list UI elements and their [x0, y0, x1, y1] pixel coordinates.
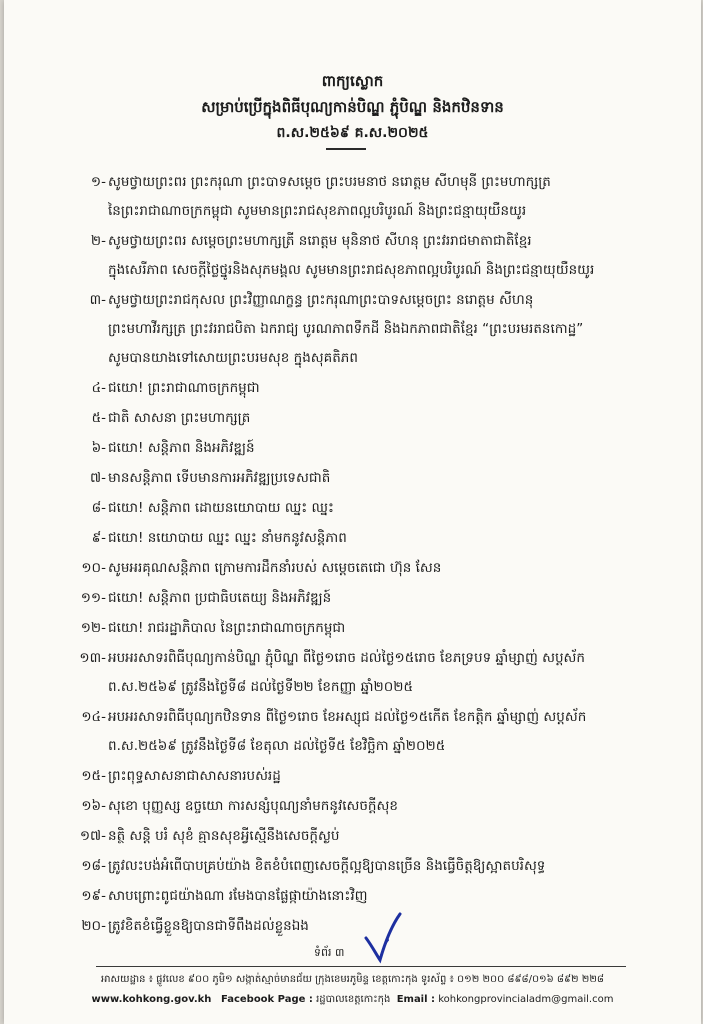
slogan-line: ព.ស.២៥៦៩ ត្រូវនឹងថ្ងៃទី៨ ខែតុលា ដល់ថ្ងៃទី៥ ខែវិច្ឆិកា ឆ្នាំ២០២៥	[108, 738, 446, 754]
slogan-line: ជយោ! រាជរដ្ឋាភិបាល នៃព្រះរាជាណាចក្រកម្ពុជា	[108, 620, 346, 636]
slogan-number: ២-	[90, 233, 106, 249]
slogan-text	[108, 494, 688, 523]
slogan-text	[108, 374, 688, 403]
slogan-line: ត្រូវលះបង់អំពើបាបគ្រប់យ៉ាង ខិតខំបំពេញសេចក្ដីល្អឱ្យបានច្រើន និងធ្វើចិត្តឱ្យស្អាតបរិសុទ្ធ	[108, 858, 546, 874]
slogan-line: សូមថ្វាយព្រះពរ ព្រះករុណា ព្រះបាទសម្ដេច ព្រះបរមនាថ នរោត្ដម សីហមុនី ព្រះមហាក្សត្រ	[108, 174, 551, 190]
slogan-line: ព្រះមហាវីរក្សត្រ ព្រះវររាជបិតា ឯករាជ្យ បូរណភាពទឹកដី និងឯកភាពជាតិខ្មែរ “ព្រះបរមរតនកោដ្ឋ”	[108, 321, 584, 337]
slogan-number: ១១-	[80, 590, 106, 606]
slogan-text	[108, 524, 688, 553]
slogan-line: ជយោ! សន្ដិភាព ប្រជាធិបតេយ្យ និងអភិវឌ្ឍន៍	[108, 590, 332, 606]
slogan-text	[108, 286, 688, 373]
slogan-text	[108, 227, 688, 285]
slogan-line: អបអរសាទរពិធីបុណ្យកាន់បិណ្ឌ ភ្ជុំបិណ្ឌ ពីថ្ងៃ១រោច ដល់ថ្ងៃ១៥រោច ខែភទ្របទ ឆ្នាំម្សាញ់ សប្ដស័ក	[108, 650, 585, 666]
signature-mark	[364, 912, 404, 968]
slogan-number: ១-	[90, 174, 106, 190]
slogan-number: ១៤-	[81, 709, 106, 725]
slogan-line: សូមថ្វាយព្រះរាជកុសល ព្រះវិញ្ញាណក្ខន្ធ ព្រះករុណាព្រះបាទសម្ដេចព្រះ នរោត្ដម សីហនុ	[108, 292, 534, 308]
slogan-number: ១៥-	[81, 768, 106, 784]
slogan-line: សូមបានយាងទៅសោយព្រះបរមសុខ ក្នុងសុគតិភព	[108, 350, 358, 366]
slogan-text	[108, 852, 688, 881]
slogan-text	[108, 703, 688, 761]
slogan-line: ជាតិ សាសនា ព្រះមហាក្សត្រ	[108, 410, 251, 426]
slogan-text	[108, 792, 688, 821]
footer-website[interactable]: www.kohkong.gov.kh	[91, 994, 212, 1005]
document-subtitle: សម្រាប់ប្រើក្នុងពិធីបុណ្យកាន់បិណ្ឌ ភ្ជុំបិណ្ឌ និងកឋិនទាន	[201, 98, 504, 116]
slogan-line: នត្ថិ សន្ដិ បរំ សុខំ គ្មានសុខអ្វីស្មើនឹងសេចក្ដីស្ងប់	[108, 828, 340, 844]
slogan-number: ៩-	[91, 530, 106, 546]
slogan-line: សូមអរគុណសន្ដិភាព ក្រោមការដឹកនាំរបស់ សម្ដេចតេជោ ហ៊ុន សែន	[108, 560, 442, 576]
document-header	[4, 68, 701, 146]
slogan-line: សាបព្រោះពូជយ៉ាងណា រមែងបានផ្លែផ្កាយ៉ាងនោះវិញ	[108, 888, 368, 904]
slogan-number: ១២-	[80, 620, 106, 636]
slogan-number: ១៩-	[81, 888, 106, 904]
page-number: ទំព័រ ៣	[314, 946, 345, 959]
slogan-number: ១៣-	[79, 650, 106, 666]
slogan-line: នៃព្រះរាជាណាចក្រកម្ពុជា សូមមានព្រះរាជសុខភាពល្អបរិបូរណ៍ និងព្រះជន្មាយុយឺនយូរ	[108, 203, 527, 219]
header-divider	[326, 148, 366, 150]
slogan-text	[108, 168, 688, 226]
slogan-line: ព.ស.២៥៦៩ ត្រូវនឹងថ្ងៃទី៨ ដល់ថ្ងៃទី២២ ខែកញ្ញា ឆ្នាំ២០២៥	[108, 679, 414, 695]
slogan-line: ក្នុងសេរីភាព សេចក្ដីថ្លៃថ្នូរនិងសុភមង្គល សូមមានព្រះរាជសុខភាពល្អបរិបូរណ៍ និងព្រះជន្មាយុយឺនយូរ	[108, 262, 595, 278]
slogan-line: ជយោ! សន្ដិភាព និងអភិវឌ្ឍន៍	[108, 440, 255, 456]
slogan-line: ជយោ! នយោបាយ ឈ្នះ ឈ្នះ នាំមកនូវសន្ដិភាព	[108, 530, 347, 546]
slogan-number: ១៧-	[79, 828, 106, 844]
slogan-number: ២០-	[81, 918, 106, 934]
slogan-text	[108, 614, 688, 643]
slogan-line: ជយោ! សន្ដិភាព ដោយនយោបាយ ឈ្នះ ឈ្នះ	[108, 500, 334, 516]
slogan-line: មានសន្ដិភាព ទើបមានការអភិវឌ្ឍប្រទេសជាតិ	[108, 470, 331, 486]
slogan-number: ៣-	[89, 292, 106, 308]
slogan-text	[108, 464, 688, 493]
slogan-text	[108, 762, 688, 791]
document-page	[4, 0, 701, 1024]
slogan-line: អបអរសាទរពិធីបុណ្យកឋិនទាន ពីថ្ងៃ១រោច ខែអស្សុជ ដល់ថ្ងៃ១៥កើត ខែកត្ដិក ឆ្នាំម្សាញ់ សប្ដស័ក	[108, 709, 587, 725]
footer-facebook-label: Facebook Page :	[220, 994, 313, 1005]
slogan-number: ៨-	[91, 500, 106, 516]
slogan-text	[108, 554, 688, 583]
footer-contacts	[4, 992, 701, 1007]
footer-email-label: Email :	[396, 994, 436, 1005]
slogan-text	[108, 584, 688, 613]
slogan-number: ៥-	[91, 410, 106, 426]
slogan-line: ជយោ! ព្រះរាជាណាចក្រកម្ពុជា	[108, 380, 260, 396]
slogan-number: ៦-	[91, 440, 106, 456]
footer-address: អាសយដ្ឋាន ៖ ផ្លូវលេខ ៩០០ ភូមិ១ សង្កាត់ស្មាច់មានជ័យ ក្រុងខេមរភូមិន្ទ ខេត្តកោះកុង ទូរស័ព្ទ ៖ ០១២ ២០០ ៨៩៨/០១៦ ៨៩២ ២២៨	[101, 974, 604, 985]
slogan-line: ព្រះពុទ្ធសាសនាជាសាសនារបស់រដ្ឋ	[108, 768, 281, 784]
slogan-number: ៤-	[91, 380, 106, 396]
slogan-line: ត្រូវខិតខំធ្វើខ្លួនឱ្យបានជាទីពឹងដល់ខ្លួនឯង	[108, 918, 309, 934]
document-title: ពាក្យស្លោក	[321, 72, 384, 90]
slogan-text	[108, 882, 688, 911]
footer-facebook[interactable]: រដ្ឋបាលខេត្តកោះកុង	[316, 994, 391, 1005]
slogan-text	[108, 822, 688, 851]
slogan-line: សុខោ បុញ្ញស្ស ឧច្ចយោ ការសន្សំបុណ្យនាំមកនូវសេចក្ដីសុខ	[108, 798, 398, 814]
slogan-number: ៧-	[90, 470, 106, 486]
footer-divider	[96, 966, 626, 967]
slogan-number: ១៦-	[81, 798, 106, 814]
slogan-number: ១៨-	[81, 858, 106, 874]
slogan-number: ១០-	[81, 560, 106, 576]
slogan-text	[108, 644, 688, 702]
slogan-text	[108, 404, 688, 433]
slogan-line: សូមថ្វាយព្រះពរ សម្ដេចព្រះមហាក្សត្រី នរោត្ដម មុនិនាថ សីហនុ ព្រះវររាជមាតាជាតិខ្មែរ	[108, 233, 532, 249]
document-date: ព.ស.២៥៦៩ គ.ស.២០២៥	[276, 125, 429, 141]
footer-email[interactable]: kohkongprovincialadm@gmail.com	[438, 994, 614, 1005]
slogan-text	[108, 434, 688, 463]
